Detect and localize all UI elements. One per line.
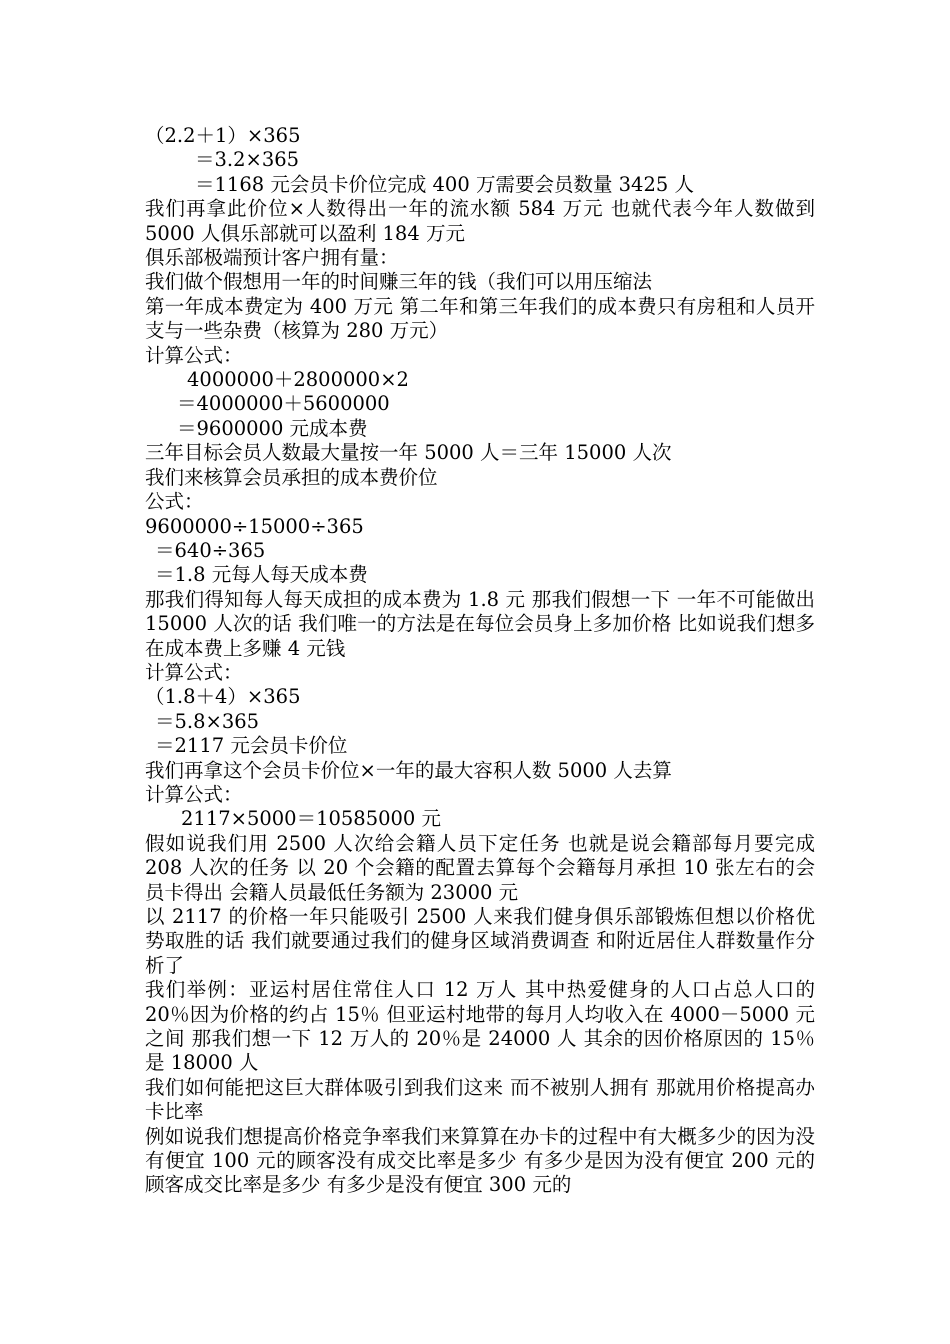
section-label: 计算公式： <box>145 782 243 806</box>
text-line: 俱乐部极端预计客户拥有量： <box>145 246 399 270</box>
document-body <box>145 124 815 1198</box>
formula-line: ＝1168 元会员卡价位完成 400 万需要会员数量 3425 人 <box>195 172 694 196</box>
text-paragraph: 我们如何能把这巨大群体吸引到我们这来 而不被别人拥有 那就用价格提高办卡比率 <box>145 1075 815 1124</box>
text-paragraph: 例如说我们想提高价格竞争率我们来算算在办卡的过程中有大概多少的因为没有便宜 100 元的顾客没有成交比率是多少 有多少是因为没有便宜 200 元的顾客成交比率是多少 有多少是没有便宜 300 元的 <box>145 1124 815 1197</box>
section-label: 计算公式： <box>145 660 243 684</box>
text-paragraph: 假如说我们用 2500 人次给会籍人员下定任务 也就是说会籍部每月要完成 208 人次的任务 以 20 个会籍的配置去算每个会籍每月承担 10 张左右的会员卡得出 会籍人员最低任务额为 23000 元 <box>145 831 815 904</box>
formula-line: ＝1.8 元每人每天成本费 <box>155 563 368 587</box>
text-paragraph: 我们再拿此价位×人数得出一年的流水额 584 万元 也就代表今年人数做到 5000 人俱乐部就可以盈利 184 万元 <box>145 197 815 245</box>
section-label: 公式： <box>145 490 204 514</box>
text-line: 我们再拿这个会员卡价位×一年的最大容积人数 5000 人去算 <box>145 758 672 782</box>
formula-line: ＝640÷365 <box>155 538 266 562</box>
formula-line: （1.8＋4）×365 <box>145 685 301 709</box>
text-line: 三年目标会员人数最大量按一年 5000 人＝三年 15000 人次 <box>145 441 672 465</box>
formula-line: ＝2117 元会员卡价位 <box>155 734 348 758</box>
formula-line: ＝4000000＋5600000 <box>177 392 390 416</box>
text-paragraph: 以 2117 的价格一年只能吸引 2500 人来我们健身俱乐部锻炼但想以价格优势取胜的话 我们就要通过我们的健身区域消费调查 和附近居住人群数量作分析了 <box>145 905 815 977</box>
text-line: 我们做个假想用一年的时间赚三年的钱（我们可以用压缩法 <box>145 270 653 294</box>
formula-line: ＝9600000 元成本费 <box>177 416 368 440</box>
formula-line: ＝3.2×365 <box>195 148 300 172</box>
formula-line: 9600000÷15000÷365 <box>145 514 364 538</box>
formula-line: （2.2＋1）×365 <box>145 124 301 147</box>
formula-line: 2117×5000＝10585000 元 <box>181 807 442 831</box>
formula-line: ＝5.8×365 <box>155 709 260 733</box>
section-label: 计算公式： <box>145 343 243 367</box>
text-paragraph: 第一年成本费定为 400 万元 第二年和第三年我们的成本费只有房租和人员开支与一些杂费（核算为 280 万元） <box>145 294 815 343</box>
formula-line: 4000000＋2800000×2 <box>187 368 409 392</box>
text-paragraph: 我们举例：亚运村居住常住人口 12 万人 其中热爱健身的人口占总人口的 20％因为价格的约占 15％ 但亚运村地带的每月人均收入在 4000－5000 元之间 那我们想一下 12 万人的 20％是 24000 人 其余的因价格原因的 15％是 18000 人 <box>145 978 815 1075</box>
text-line: 我们来核算会员承担的成本费价位 <box>145 465 438 489</box>
text-paragraph: 那我们得知每人每天成担的成本费为 1.8 元 那我们假想一下 一年不可能做出 15000 人次的话 我们唯一的方法是在每位会员身上多加价格 比如说我们想多在成本费上多赚 4 元钱 <box>145 587 815 660</box>
